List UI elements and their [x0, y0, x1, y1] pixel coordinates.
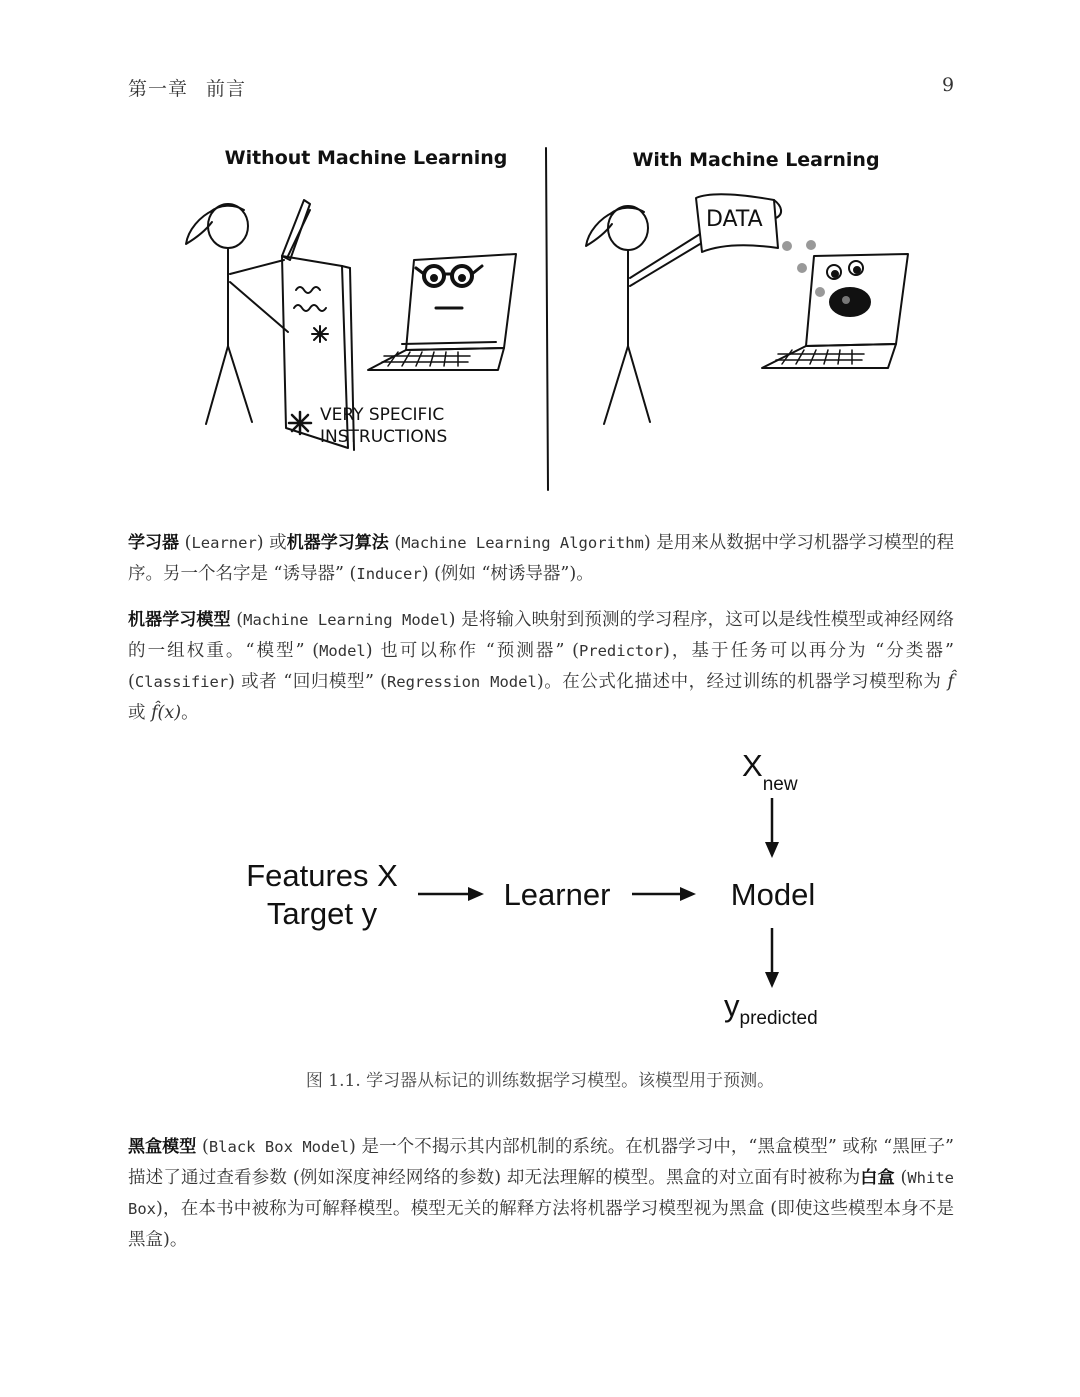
- learner-label: Learner: [503, 877, 611, 912]
- x-new-label: $X_{new}$: [742, 748, 798, 795]
- paragraph-black-box: 黑盒模型 (Black Box Model) 是一个不揭示其内部机制的系统。在机器学习中，“黑盒模型” 或称 “黑匣子” 描述了通过查看参数 (例如深度神经网络的参数) 却无法理解的模型。黑盒的对立面有时被称为白盒 (White Box)，在本书中被称为可解释模型。模型无关的解释方法将机器学习模型视为黑盒 (即使这些模型本身不是黑盒)。: [128, 1137, 955, 1250]
- running-header: [128, 74, 246, 101]
- learner-flow-diagram: [230, 740, 850, 1040]
- paragraph-ml-model: 机器学习模型 (Machine Learning Model) 是将输入映射到预测的学习程序，这可以是线性模型或神经网络的一组权重。“模型” (Model) 也可以称作 “预测器” (Predictor)，基于任务可以再分为 “分类器” (Classifier) 或者 “回归模型” (Regression Model)。在公式化描述中，经过训练的机器学习模型称为 f̂ 或 f̂(x)。: [128, 610, 955, 723]
- legend-star-icon: [289, 412, 311, 434]
- paragraph-learner: 学习器 (Learner) 或机器学习算法 (Machine Learning Algorithm) 是用来从数据中学习机器学习模型的程序。另一个名字是 “诱导器” (Inducer) (例如 “树诱导器”)。: [128, 533, 954, 584]
- figure-caption: 图 1.1. 学习器从标记的训练数据学习模型。该模型用于预测。: [305, 1071, 775, 1091]
- model-label: Model: [730, 877, 816, 912]
- data-label: DATA: [706, 207, 763, 232]
- laptop-with-glasses: [368, 254, 516, 370]
- y-predicted-label: $y_{predicted}$: [724, 988, 818, 1029]
- features-label: Features X: [246, 858, 398, 893]
- page-number: 9: [942, 74, 955, 96]
- divider-line: [546, 148, 548, 490]
- laptop-eating-data: [762, 254, 908, 368]
- right-stick-figure: [586, 206, 700, 424]
- right-figure-title: With Machine Learning: [632, 149, 880, 171]
- ml-comparison-figure: [170, 138, 910, 498]
- legend-line-1: VERY SPECIFIC: [320, 405, 445, 425]
- left-figure-title: Without Machine Learning: [224, 147, 508, 169]
- chapter-title: 前言: [206, 78, 247, 100]
- chapter-label: 第一章: [128, 78, 189, 100]
- left-stick-figure: [186, 204, 288, 424]
- legend-line-2: INSTRUCTIONS: [320, 427, 448, 447]
- target-label: Target y: [266, 896, 378, 931]
